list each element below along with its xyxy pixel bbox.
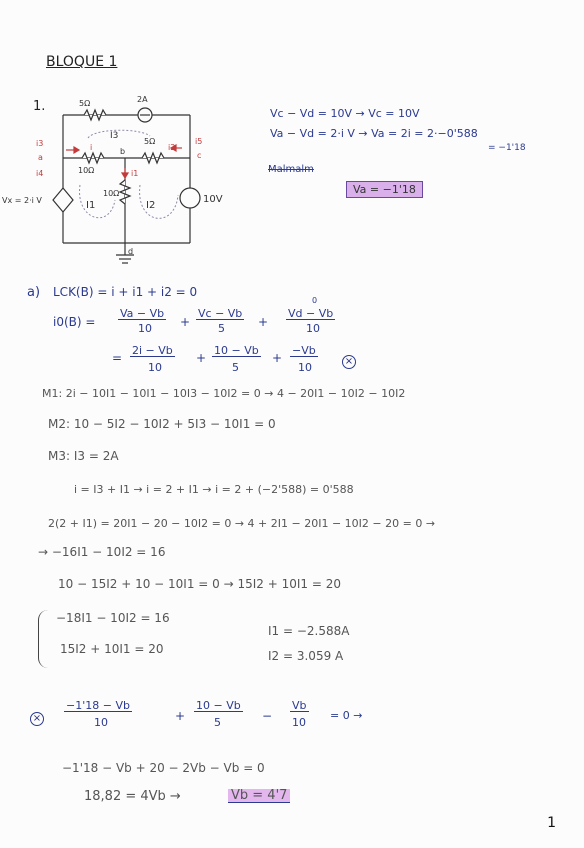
gfrac1-num: 2i − Vb	[132, 344, 173, 357]
mesh-3-label: I3	[110, 131, 119, 141]
solution-i1: I1 = −2.588A	[268, 624, 350, 638]
frac3-den: 10	[306, 322, 320, 335]
result-line-1: → −16I1 − 10I2 = 16	[38, 545, 166, 559]
mesh-eq-1: M1: 2i − 10I1 − 10I1 − 10I3 − 10I2 = 0 → 4 − 20I1 − 10I2 − 10I2	[42, 387, 406, 400]
mesh-eq-3: M3: I3 = 2A	[48, 449, 119, 463]
page-number: 1	[547, 815, 556, 831]
gfrac2-num: 10 − Vb	[214, 344, 259, 357]
gfrac3-den: 10	[298, 361, 312, 374]
frac3-num: Vd − Vb	[288, 307, 334, 320]
sfrac1-den: 10	[94, 716, 108, 729]
right-eq-1: Vc − Vd = 10V → Vc = 10V	[270, 107, 420, 120]
system-brace	[38, 610, 49, 668]
page-title: BLOQUE 1	[46, 54, 118, 70]
sfrac1-num: −1'18 − Vb	[66, 699, 130, 712]
plus-2: +	[258, 315, 269, 329]
r-left-label: 10Ω	[78, 166, 95, 175]
gfrac3-num: −Vb	[292, 344, 316, 357]
node-a-label: a	[38, 153, 43, 162]
i-label: i	[90, 143, 93, 152]
i3-label: i3	[36, 139, 44, 148]
i1-label: i1	[131, 169, 139, 178]
r-center-label: 10Ω	[103, 189, 120, 198]
sfrac2-den: 5	[214, 716, 221, 729]
node-b-label: b	[120, 147, 126, 156]
mesh-2-label: I2	[146, 200, 156, 211]
src-top-label: 2A	[137, 95, 148, 104]
result-line-2: 10 − 15I2 + 10 − 10I1 = 0 → 15I2 + 10I1 = 20	[58, 577, 342, 591]
gplus-2: +	[272, 351, 283, 365]
i5-label: i5	[195, 137, 203, 146]
final-result: Vb = 4'7	[228, 789, 290, 803]
sfrac3-num: Vb	[292, 699, 307, 712]
struck-text: Malmalm	[268, 164, 314, 175]
vx-label: Vx = 2·i V	[2, 196, 42, 205]
gplus-1: +	[196, 351, 207, 365]
v-right-label: 10V	[203, 194, 223, 205]
right-eq-2: Va − Vd = 2·i V → Va = 2i = 2·−0'588	[270, 127, 478, 140]
i4-label: i4	[36, 169, 44, 178]
boxed-va-result: Va = −1'18	[346, 181, 423, 198]
gfrac1-den: 10	[148, 361, 162, 374]
r-top-label: 5Ω	[79, 99, 91, 108]
splus-1: +	[175, 709, 186, 723]
problem-number: 1.	[33, 99, 46, 114]
node-eq-lhs: i0(B) =	[53, 315, 96, 329]
mesh-eq-2: M2: 10 − 5I2 − 10I2 + 5I3 − 10I1 = 0	[48, 417, 276, 431]
r-mid-label: 5Ω	[144, 137, 156, 146]
s-tail: = 0 →	[330, 709, 363, 722]
system-eq-2: 15I2 + 10I1 = 20	[60, 642, 164, 656]
gfrac2-den: 5	[232, 361, 239, 374]
kcl-equation: LCK(B) = i + i1 + i2 = 0	[53, 285, 198, 299]
node-c-label: c	[197, 151, 202, 160]
right-eq-3: = −1'18	[488, 143, 526, 153]
h-equation-1: −1'18 − Vb + 20 − 2Vb − Vb = 0	[62, 761, 265, 775]
system-eq-1: −18I1 − 10I2 = 16	[56, 611, 170, 625]
frac1-den: 10	[138, 322, 152, 335]
node-d-label: d	[128, 247, 134, 256]
frac2-den: 5	[218, 322, 225, 335]
plus-1: +	[180, 315, 191, 329]
star-marker-icon-2: ×	[30, 712, 44, 726]
frac1-num: Va − Vb	[120, 307, 165, 320]
h-equation-2: 18,82 = 4Vb →	[84, 789, 181, 804]
star-marker-icon: ×	[342, 355, 356, 369]
part-a-label: a)	[27, 285, 41, 300]
substitution-line: 2(2 + I1) = 20I1 − 20 − 10I2 = 0 → 4 + 2I1 − 20I1 − 10I2 − 20 = 0 →	[48, 517, 436, 530]
sminus: −	[262, 709, 273, 723]
solution-i2: I2 = 3.059 A	[268, 649, 344, 663]
frac2-num: Vc − Vb	[198, 307, 243, 320]
sfrac2-num: 10 − Vb	[196, 699, 241, 712]
sfrac3-den: 10	[292, 716, 306, 729]
i2-label: i2	[168, 143, 176, 152]
frac3-sup: 0	[312, 296, 318, 305]
eq-sign: =	[112, 351, 123, 365]
i-equation: i = I3 + I1 → i = 2 + I1 → i = 2 + (−2'588) = 0'588	[74, 483, 354, 496]
mesh-1-label: I1	[86, 200, 96, 211]
circuit-diagram	[0, 80, 260, 270]
